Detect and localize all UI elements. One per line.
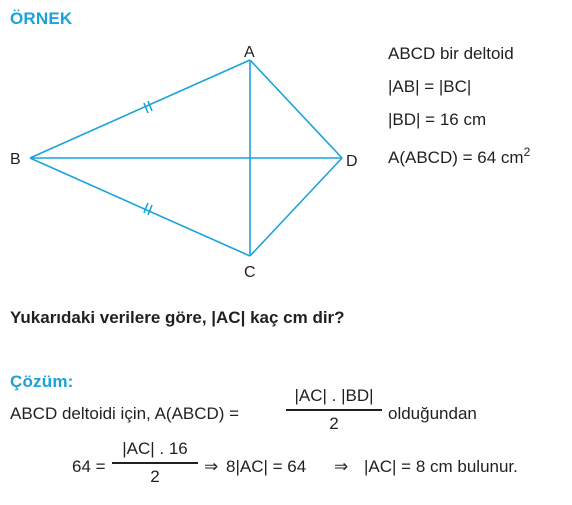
side-ad [250, 60, 342, 158]
example-heading: ÖRNEK [10, 9, 73, 28]
point-label-b: B [10, 151, 21, 168]
fraction-numerator: |AC| . |BD| [294, 386, 374, 405]
given-line-3: |BD| = 16 cm [388, 110, 487, 129]
solution-line2-mid: 8|AC| = 64 [226, 457, 307, 476]
question-text: Yukarıdaki verilere göre, |AC| kaç cm dir? [10, 308, 345, 327]
given-line-2: |AB| = |BC| [388, 77, 472, 96]
fraction-substituted [112, 439, 198, 487]
point-label-d: D [346, 153, 358, 170]
given-area-text: A(ABCD) = 64 cm [388, 148, 524, 167]
implies-arrow-1: ⇒ [204, 457, 219, 476]
point-label-c: C [244, 264, 256, 281]
side-ab [30, 60, 250, 158]
point-label-a: A [244, 44, 255, 61]
fraction-numerator: |AC| . 16 [122, 439, 188, 458]
side-dc [250, 158, 342, 256]
solution-title: Çözüm: [10, 372, 74, 391]
side-cb [30, 158, 250, 256]
solution-result: |AC| = 8 cm bulunur. [364, 457, 518, 476]
fraction-denominator: 2 [329, 413, 339, 433]
solution-line1-prefix: ABCD deltoidi için, A(ABCD) = [10, 404, 240, 423]
implies-arrow-2: ⇒ [334, 457, 349, 476]
tick-bc-1 [144, 203, 148, 213]
given-line-1: ABCD bir deltoid [388, 44, 514, 63]
tick-ab-1 [144, 103, 148, 113]
fraction-area-formula [286, 386, 382, 434]
given-area-exponent: 2 [523, 145, 531, 159]
fraction-denominator: 2 [150, 466, 160, 486]
solution-line2-prefix: 64 = [72, 457, 106, 476]
given-line-4 [388, 144, 530, 166]
solution-line1-suffix: olduğundan [388, 404, 477, 423]
